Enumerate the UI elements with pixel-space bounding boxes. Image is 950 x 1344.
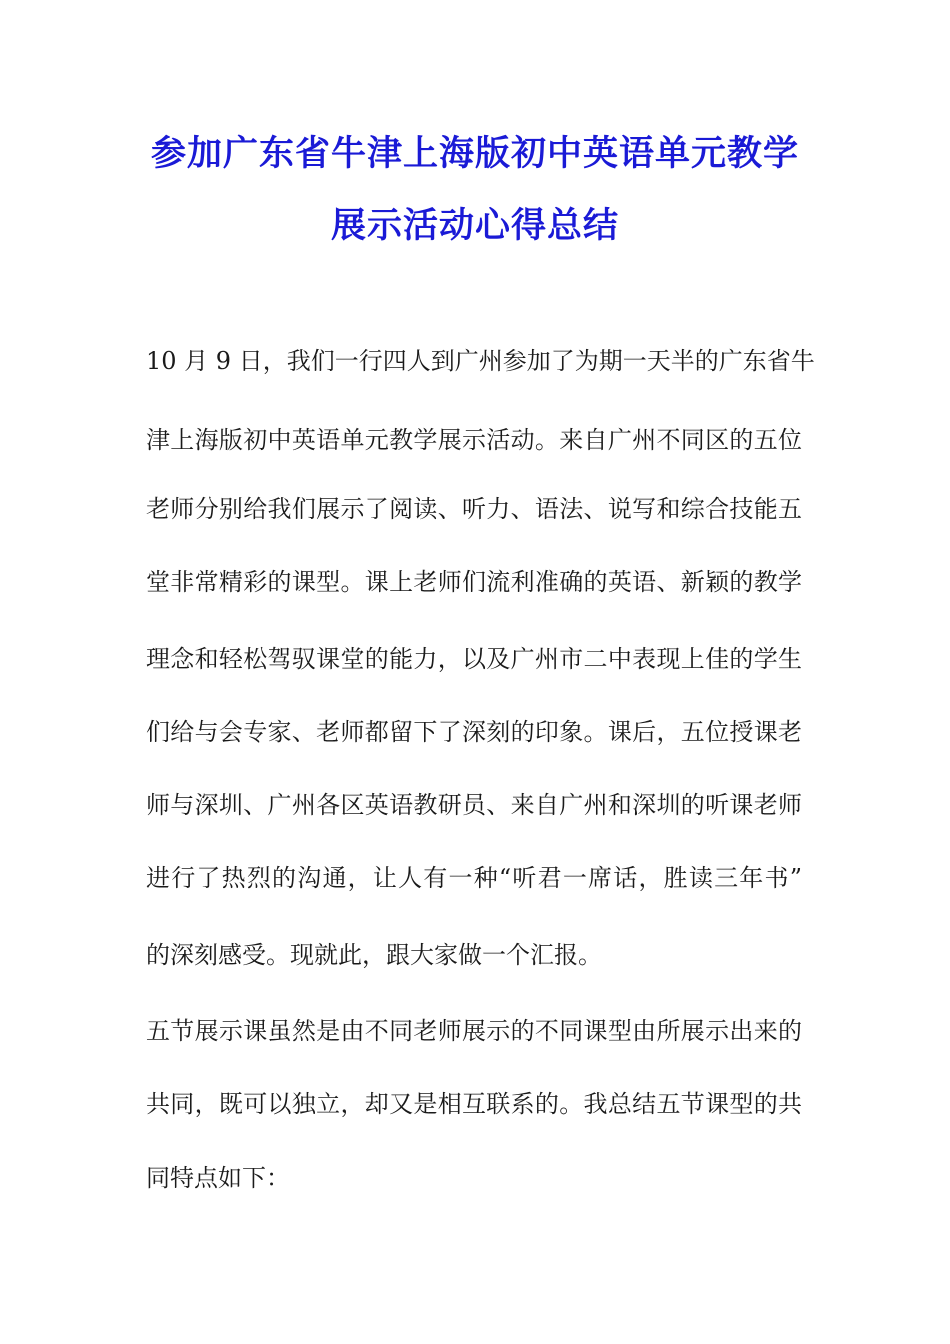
document-title-line-1: 参加广东省牛津上海版初中英语单元教学 [150, 134, 799, 174]
paragraph-line: 五节展示课虽然是由不同老师展示的不同课型由所展示出来的 [146, 1017, 802, 1045]
paragraph-line: 们给与会专家、老师都留下了深刻的印象。课后，五位授课老 [146, 718, 802, 746]
paragraph-line: 理念和轻松驾驭课堂的能力，以及广州市二中表现上佳的学生 [146, 645, 802, 673]
paragraph-line: 津上海版初中英语单元教学展示活动。来自广州不同区的五位 [146, 426, 802, 454]
paragraph-line: 10 月 9 日，我们一行四人到广州参加了为期一天半的广东省牛 [146, 347, 815, 375]
paragraph-line: 进行了热烈的沟通，让人有一种“听君一席话，胜读三年书” [146, 864, 802, 892]
paragraph-line: 老师分别给我们展示了阅读、听力、语法、说写和综合技能五 [146, 495, 802, 523]
paragraph-line: 同特点如下： [146, 1164, 290, 1192]
document-title-line-2: 展示活动心得总结 [330, 206, 619, 246]
paragraph-line: 堂非常精彩的课型。课上老师们流利准确的英语、新颖的教学 [146, 568, 802, 596]
paragraph-line: 共同，既可以独立，却又是相互联系的。我总结五节课型的共 [146, 1090, 802, 1118]
paragraph-line: 师与深圳、广州各区英语教研员、来自广州和深圳的听课老师 [146, 791, 802, 819]
paragraph-line: 的深刻感受。现就此，跟大家做一个汇报。 [146, 941, 602, 969]
